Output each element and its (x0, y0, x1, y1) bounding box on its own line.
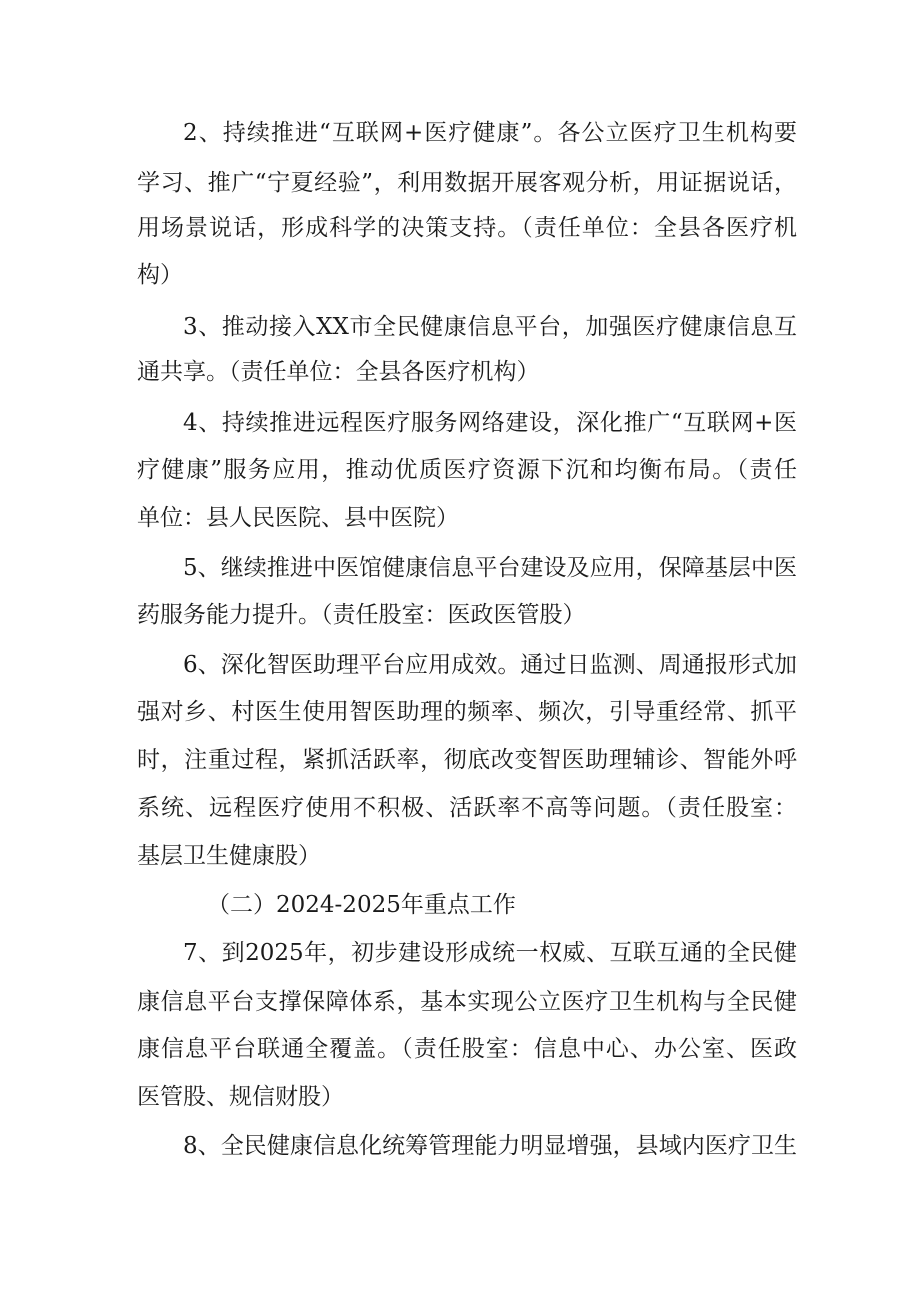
paragraph-item-3-line-1: 3、推动接入XX市全民健康信息平台，加强医疗健康信息互 (183, 314, 797, 340)
paragraph-item-7-line-3: 康信息平台联通全覆盖。（责任股室：信息中心、办公室、医政 (137, 1036, 797, 1062)
paragraph-item-2-line-4: 构） (137, 262, 183, 288)
paragraph-item-2-line-3: 用场景说话，形成科学的决策支持。（责任单位：全县各医疗机 (137, 215, 797, 241)
paragraph-item-6-line-3: 时，注重过程，紧抓活跃率，彻底改变智医助理辅诊、智能外呼 (137, 747, 797, 773)
paragraph-item-6-line-4: 系统、远程医疗使用不积极、活跃率不高等问题。（责任股室： (137, 795, 797, 821)
paragraph-item-8-line-1: 8、全民健康信息化统筹管理能力明显增强，县域内医疗卫生 (183, 1133, 797, 1159)
paragraph-item-6-line-2: 强对乡、村医生使用智医助理的频率、频次，引导重经常、抓平 (137, 699, 797, 725)
paragraph-item-3-line-2: 通共享。（责任单位：全县各医疗机构） (137, 359, 540, 385)
paragraph-item-5-line-2: 药服务能力提升。（责任股室：医政医管股） (137, 602, 586, 628)
paragraph-item-5-line-1: 5、继续推进中医馆健康信息平台建设及应用，保障基层中医 (183, 555, 797, 581)
paragraph-item-7-line-2: 康信息平台支撑保障体系，基本实现公立医疗卫生机构与全民健 (137, 989, 797, 1015)
paragraph-item-2-line-2: 学习、推广“宁夏经验”，利用数据开展客观分析，用证据说话， (137, 170, 797, 196)
paragraph-item-6-line-1: 6、深化智医助理平台应用成效。通过日监测、周通报形式加 (183, 652, 797, 678)
paragraph-item-4-line-3: 单位：县人民医院、县中医院） (137, 505, 459, 531)
paragraph-item-4-line-2: 疗健康”服务应用，推动优质医疗资源下沉和均衡布局。（责任 (137, 457, 797, 483)
section-heading: （二）2024-2025年重点工作 (207, 892, 516, 918)
paragraph-item-6-line-5: 基层卫生健康股） (137, 843, 321, 869)
paragraph-item-2-line-1: 2、持续推进“互联网+医疗健康”。各公立医疗卫生机构要 (183, 120, 797, 146)
paragraph-item-4-line-1: 4、持续推进远程医疗服务网络建设，深化推广“互联网+医 (183, 410, 797, 436)
paragraph-item-7-line-4: 医管股、规信财股） (137, 1084, 344, 1110)
paragraph-item-7-line-1: 7、到2025年，初步建设形成统一权威、互联互通的全民健 (183, 940, 797, 966)
